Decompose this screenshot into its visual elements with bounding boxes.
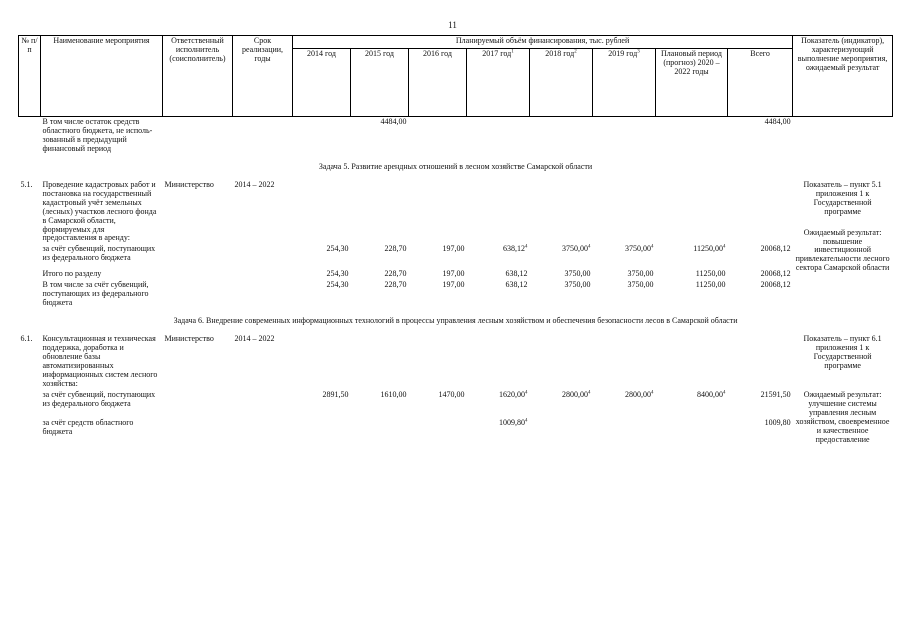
cell-name: за счёт субвенций, поступающих из федерального бюджета [42,389,156,408]
cell-total: 20068,12 [760,280,791,290]
col-name: Наименование мероприятия [41,36,163,117]
cell-name: за счёт субвенций, поступающих из федерального бюджета [42,244,156,263]
col-indicator: Показатель (индикатор), характеризующий выполнение мероприятия, ожидаемый результат [793,36,893,117]
cell-total: 1009,80 [764,417,791,427]
cell-2016: 197,00 [442,244,465,254]
task-heading-5: Задача 5. Развитие арендных отношений в лесном хозяйстве Самарской области [318,161,593,171]
cell-2019: 2800,00$^4$ [625,389,654,399]
table-row-5-1-fed [19,244,893,264]
cell-2018: 3750,00 [564,280,591,290]
cell-2017: 1009,80$^4$ [499,417,528,427]
table-row-5-1-total [19,264,893,280]
col-2016: 2016 год [409,49,467,117]
indicator-text: Показатель – пункт 5.1 приложения 1 к Государственной программе [803,179,882,216]
table-row-residual [19,117,893,155]
cell-indicator: Показатель – пункт 6.1 приложения 1 к Государственной программе [803,334,882,370]
cell-total: 20068,12 [760,269,791,279]
cell-total: 21591,50 [760,389,791,399]
cell-2019: 3750,00 [627,280,654,290]
col-funding-group: Планируемый объём финансирования, тыс. рублей [293,36,793,49]
cell-2014: 254,30 [326,244,349,254]
cell-total: 20068,12 [760,244,791,254]
cell-plan: 11250,00 [695,269,726,279]
cell-2014: 254,30 [326,269,349,279]
cell-plan: 11250,00 [695,280,726,290]
col-term: Срок реализации, годы [233,36,293,117]
cell-total: 4484,00 [764,117,791,126]
col-total: Всего [728,49,793,117]
col-2017: 2017 год$^1$ [467,49,530,117]
cell-2018: 3750,00$^4$ [562,244,591,254]
table-row-6-1-reg [19,418,893,446]
cell-2016: 197,00 [442,280,465,290]
col-2019: 2019 год$^3$ [593,49,656,117]
cell-num: 5.1. [20,179,33,189]
cell-term: 2014 – 2022 [234,179,275,189]
col-num: № п/п [19,36,41,117]
cell-name: В том числе остаток средств областного бюджета, не исполь-зованный в предыдущий финансовый период [42,117,153,153]
cell-executor: Министерство [164,334,214,344]
task-heading-6: Задача 6. Внедрение современных информационных технологий в процессы управления лесным хозяйством и обеспечения безопасности лесов в Самарской области [173,316,738,326]
cell-2017: 638,12$^4$ [503,244,528,254]
cell-2014: 2891,50 [322,389,349,399]
cell-2017: 638,12 [505,269,528,279]
cell-2015: 228,70 [384,269,407,279]
cell-2015: 1610,00 [380,389,407,399]
cell-num: 6.1. [20,334,33,344]
cell-term: 2014 – 2022 [234,334,275,344]
col-2014: 2014 год [293,49,351,117]
cell-2014: 254,30 [326,280,349,290]
cell-plan: 8400,00$^4$ [697,389,726,399]
cell-2016: 1470,00 [438,389,465,399]
cell-2015: 228,70 [384,280,407,290]
cell-2016: 197,00 [442,269,465,279]
cell-name: В том числе за счёт субвенций, поступающих из федерального бюджета [42,280,149,308]
cell-name: за счёт средств областного бюджета [42,417,134,436]
col-2018: 2018 год$^2$ [530,49,593,117]
cell-2019: 3750,00 [627,269,654,279]
cell-2018: 3750,00 [564,269,591,279]
cell-executor: Министерство [164,179,214,189]
cell-result: Ожидаемый результат: улучшение системы управления лесным хозяйством, своевременное и качественное предоставление [795,389,890,444]
table-row-5-1-incl [19,280,893,309]
col-plan: Плановый период (прогноз) 2020 – 2022 годы [656,49,728,117]
header-row-1 [19,36,893,49]
cell-2019: 3750,00$^4$ [625,244,654,254]
col-executor: Ответственный исполнитель (соисполнитель) [163,36,233,117]
funding-table [18,35,893,446]
col-2015: 2015 год [351,49,409,117]
table-row-6-1-fed [19,390,893,418]
table-row-5-1 [19,180,893,245]
cell-indicator [793,180,893,309]
cell-plan: 11250,00$^4$ [693,244,726,254]
cell-2017: 1620,00$^4$ [499,389,528,399]
cell-2017: 638,12 [505,280,528,290]
cell-2015: 228,70 [384,244,407,254]
cell-2018: 2800,00$^4$ [562,389,591,399]
cell-name: Итого по разделу [42,269,102,279]
cell-2015: 4484,00 [380,117,407,126]
page-number: 11 [448,20,457,30]
cell-name: Проведение кадастровых работ и постановка на государственный кадастровый учёт земельных (лесных) участков лесного фонда в Самарской области, формируемых для предоставления в аренду: [42,179,157,243]
result-text: Ожидаемый результат: повышение инвестиционной привлекательности лесного сектора Самарской области [795,227,890,273]
cell-name: Консультационная и техническая поддержка, доработка и обновление базы автоматизированных информационных систем лесного хозяйства: [42,334,158,388]
table-row-6-1 [19,334,893,390]
